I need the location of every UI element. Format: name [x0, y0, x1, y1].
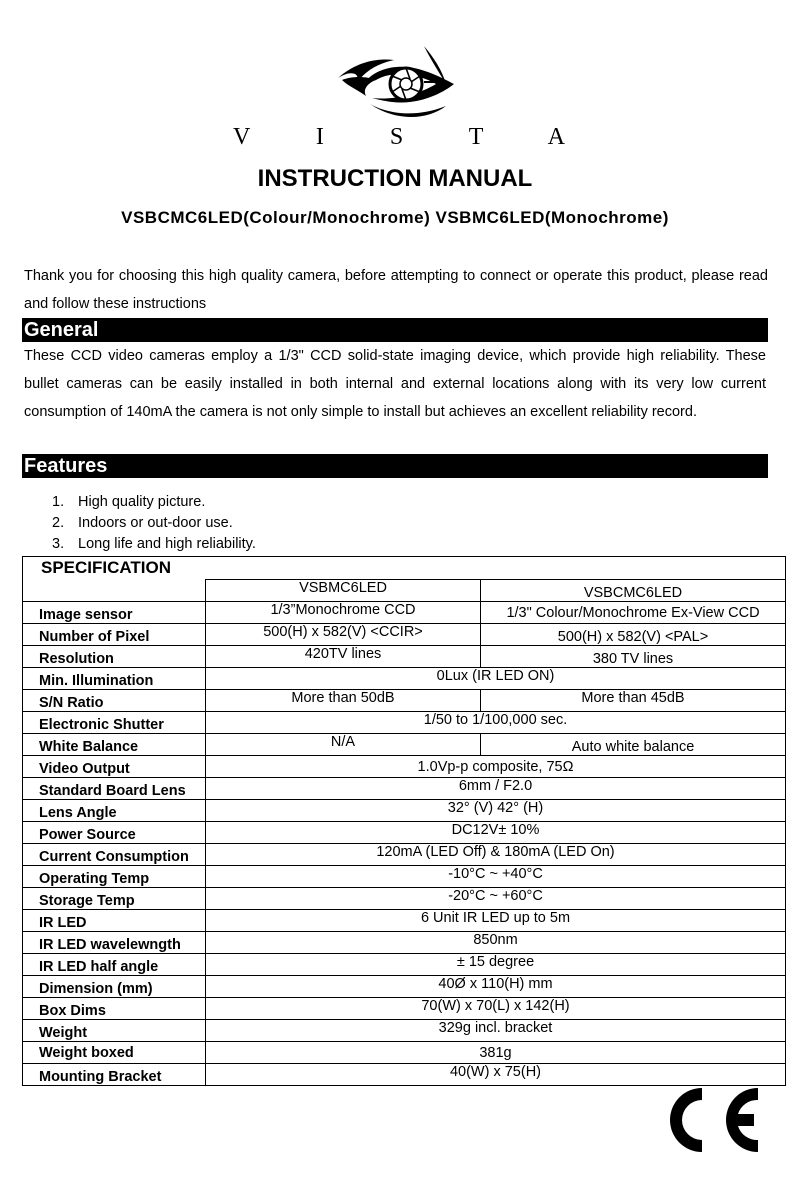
column-header-colour: VSBCMC6LED [481, 580, 786, 602]
table-row [23, 1064, 786, 1086]
shared-value: -10°C ~ +40°C [206, 866, 786, 888]
brand-name: V I S T A [232, 124, 596, 150]
item-number: 2. [52, 515, 65, 531]
row-label: Box Dims [23, 998, 206, 1020]
row-label: Lens Angle [23, 800, 206, 822]
shared-value: 1.0Vp-p composite, 75Ω [206, 756, 786, 778]
specification-table [22, 556, 786, 1086]
ce-mark-icon [666, 1084, 762, 1156]
shared-value: 6mm / F2.0 [206, 778, 786, 800]
shared-value: 70(W) x 70(L) x 142(H) [206, 998, 786, 1020]
shared-value: 120mA (LED Off) & 180mA (LED On) [206, 844, 786, 866]
table-row [23, 624, 786, 646]
features-list [52, 492, 256, 555]
mono-value: 1/3”Monochrome CCD [206, 602, 481, 624]
table-row [23, 712, 786, 734]
shared-value: 0Lux (IR LED ON) [206, 668, 786, 690]
general-heading: General [22, 318, 768, 342]
table-row [23, 976, 786, 998]
colour-value: Auto white balance [481, 734, 786, 756]
row-label: IR LED [23, 910, 206, 932]
shared-value: ± 15 degree [206, 954, 786, 976]
shared-value: 32° (V) 42° (H) [206, 800, 786, 822]
table-cell [23, 580, 206, 602]
colour-value: More than 45dB [481, 690, 786, 712]
row-label: Mounting Bracket [23, 1064, 206, 1086]
table-row [23, 1042, 786, 1064]
column-header-mono: VSBMC6LED [206, 580, 481, 602]
shared-value: DC12V± 10% [206, 822, 786, 844]
row-label: IR LED half angle [23, 954, 206, 976]
table-row [23, 668, 786, 690]
table-row [23, 954, 786, 976]
item-text: Indoors or out-door use. [78, 515, 233, 531]
shared-value: 40(W) x 75(H) [206, 1064, 786, 1086]
table-row [23, 888, 786, 910]
general-paragraph: These CCD video cameras employ a 1/3" CCD solid-state imaging device, which provide high reliability. These bullet cameras can be easily installed in both internal and external locations along with its very low current consumption of 140mA the camera is not only simple to install but achieves an excellent reliability record. [24, 348, 766, 420]
row-label: S/N Ratio [23, 690, 206, 712]
row-label: Weight [23, 1020, 206, 1042]
shared-value: 850nm [206, 932, 786, 954]
item-text: Long life and high reliability. [78, 536, 256, 552]
row-label: Electronic Shutter [23, 712, 206, 734]
colour-value: 380 TV lines [481, 646, 786, 668]
intro-paragraph: Thank you for choosing this high quality camera, before attempting to connect or operate this product, please read and follow these instructions [24, 268, 768, 312]
table-row [23, 580, 786, 602]
row-label: Min. Illumination [23, 668, 206, 690]
shared-value: 6 Unit IR LED up to 5m [206, 910, 786, 932]
table-row [23, 844, 786, 866]
row-label: Number of Pixel [23, 624, 206, 646]
shared-value: 381g [206, 1042, 786, 1064]
shared-value: 1/50 to 1/100,000 sec. [206, 712, 786, 734]
list-item [52, 513, 256, 534]
colour-value: 500(H) x 582(V) <PAL> [481, 624, 786, 646]
document-title: INSTRUCTION MANUAL [257, 165, 533, 192]
spec-heading: SPECIFICATION [23, 557, 786, 580]
list-item [52, 492, 256, 513]
table-row [23, 866, 786, 888]
item-number: 1. [52, 494, 65, 510]
mono-value: 420TV lines [206, 646, 481, 668]
row-label: Dimension (mm) [23, 976, 206, 998]
table-row [23, 690, 786, 712]
shared-value: 40Ø x 110(H) mm [206, 976, 786, 998]
table-row [23, 800, 786, 822]
row-label: Storage Temp [23, 888, 206, 910]
table-row [23, 734, 786, 756]
item-text: High quality picture. [78, 494, 206, 510]
table-row [23, 602, 786, 624]
row-label: Weight boxed [23, 1042, 206, 1064]
row-label: Image sensor [23, 602, 206, 624]
row-label: Resolution [23, 646, 206, 668]
shared-value: 329g incl. bracket [206, 1020, 786, 1042]
table-row [23, 557, 786, 580]
row-label: White Balance [23, 734, 206, 756]
item-number: 3. [52, 536, 65, 552]
colour-value: 1/3" Colour/Monochrome Ex-View CCD [481, 602, 786, 624]
shared-value: -20°C ~ +60°C [206, 888, 786, 910]
mono-value: 500(H) x 582(V) <CCIR> [206, 624, 481, 646]
row-label: Standard Board Lens [23, 778, 206, 800]
table-row [23, 1020, 786, 1042]
row-label: Operating Temp [23, 866, 206, 888]
table-row [23, 756, 786, 778]
features-heading: Features [22, 454, 768, 478]
table-row [23, 998, 786, 1020]
table-row [23, 822, 786, 844]
table-row [23, 910, 786, 932]
row-label: IR LED wavelewngth [23, 932, 206, 954]
row-label: Video Output [23, 756, 206, 778]
row-label: Current Consumption [23, 844, 206, 866]
mono-value: More than 50dB [206, 690, 481, 712]
table-row [23, 778, 786, 800]
table-row [23, 646, 786, 668]
document-subtitle: VSBCMC6LED(Colour/Monochrome) VSBMC6LED(Monochrome) [121, 208, 669, 227]
row-label: Power Source [23, 822, 206, 844]
list-item [52, 534, 256, 555]
mono-value: N/A [206, 734, 481, 756]
table-row [23, 932, 786, 954]
